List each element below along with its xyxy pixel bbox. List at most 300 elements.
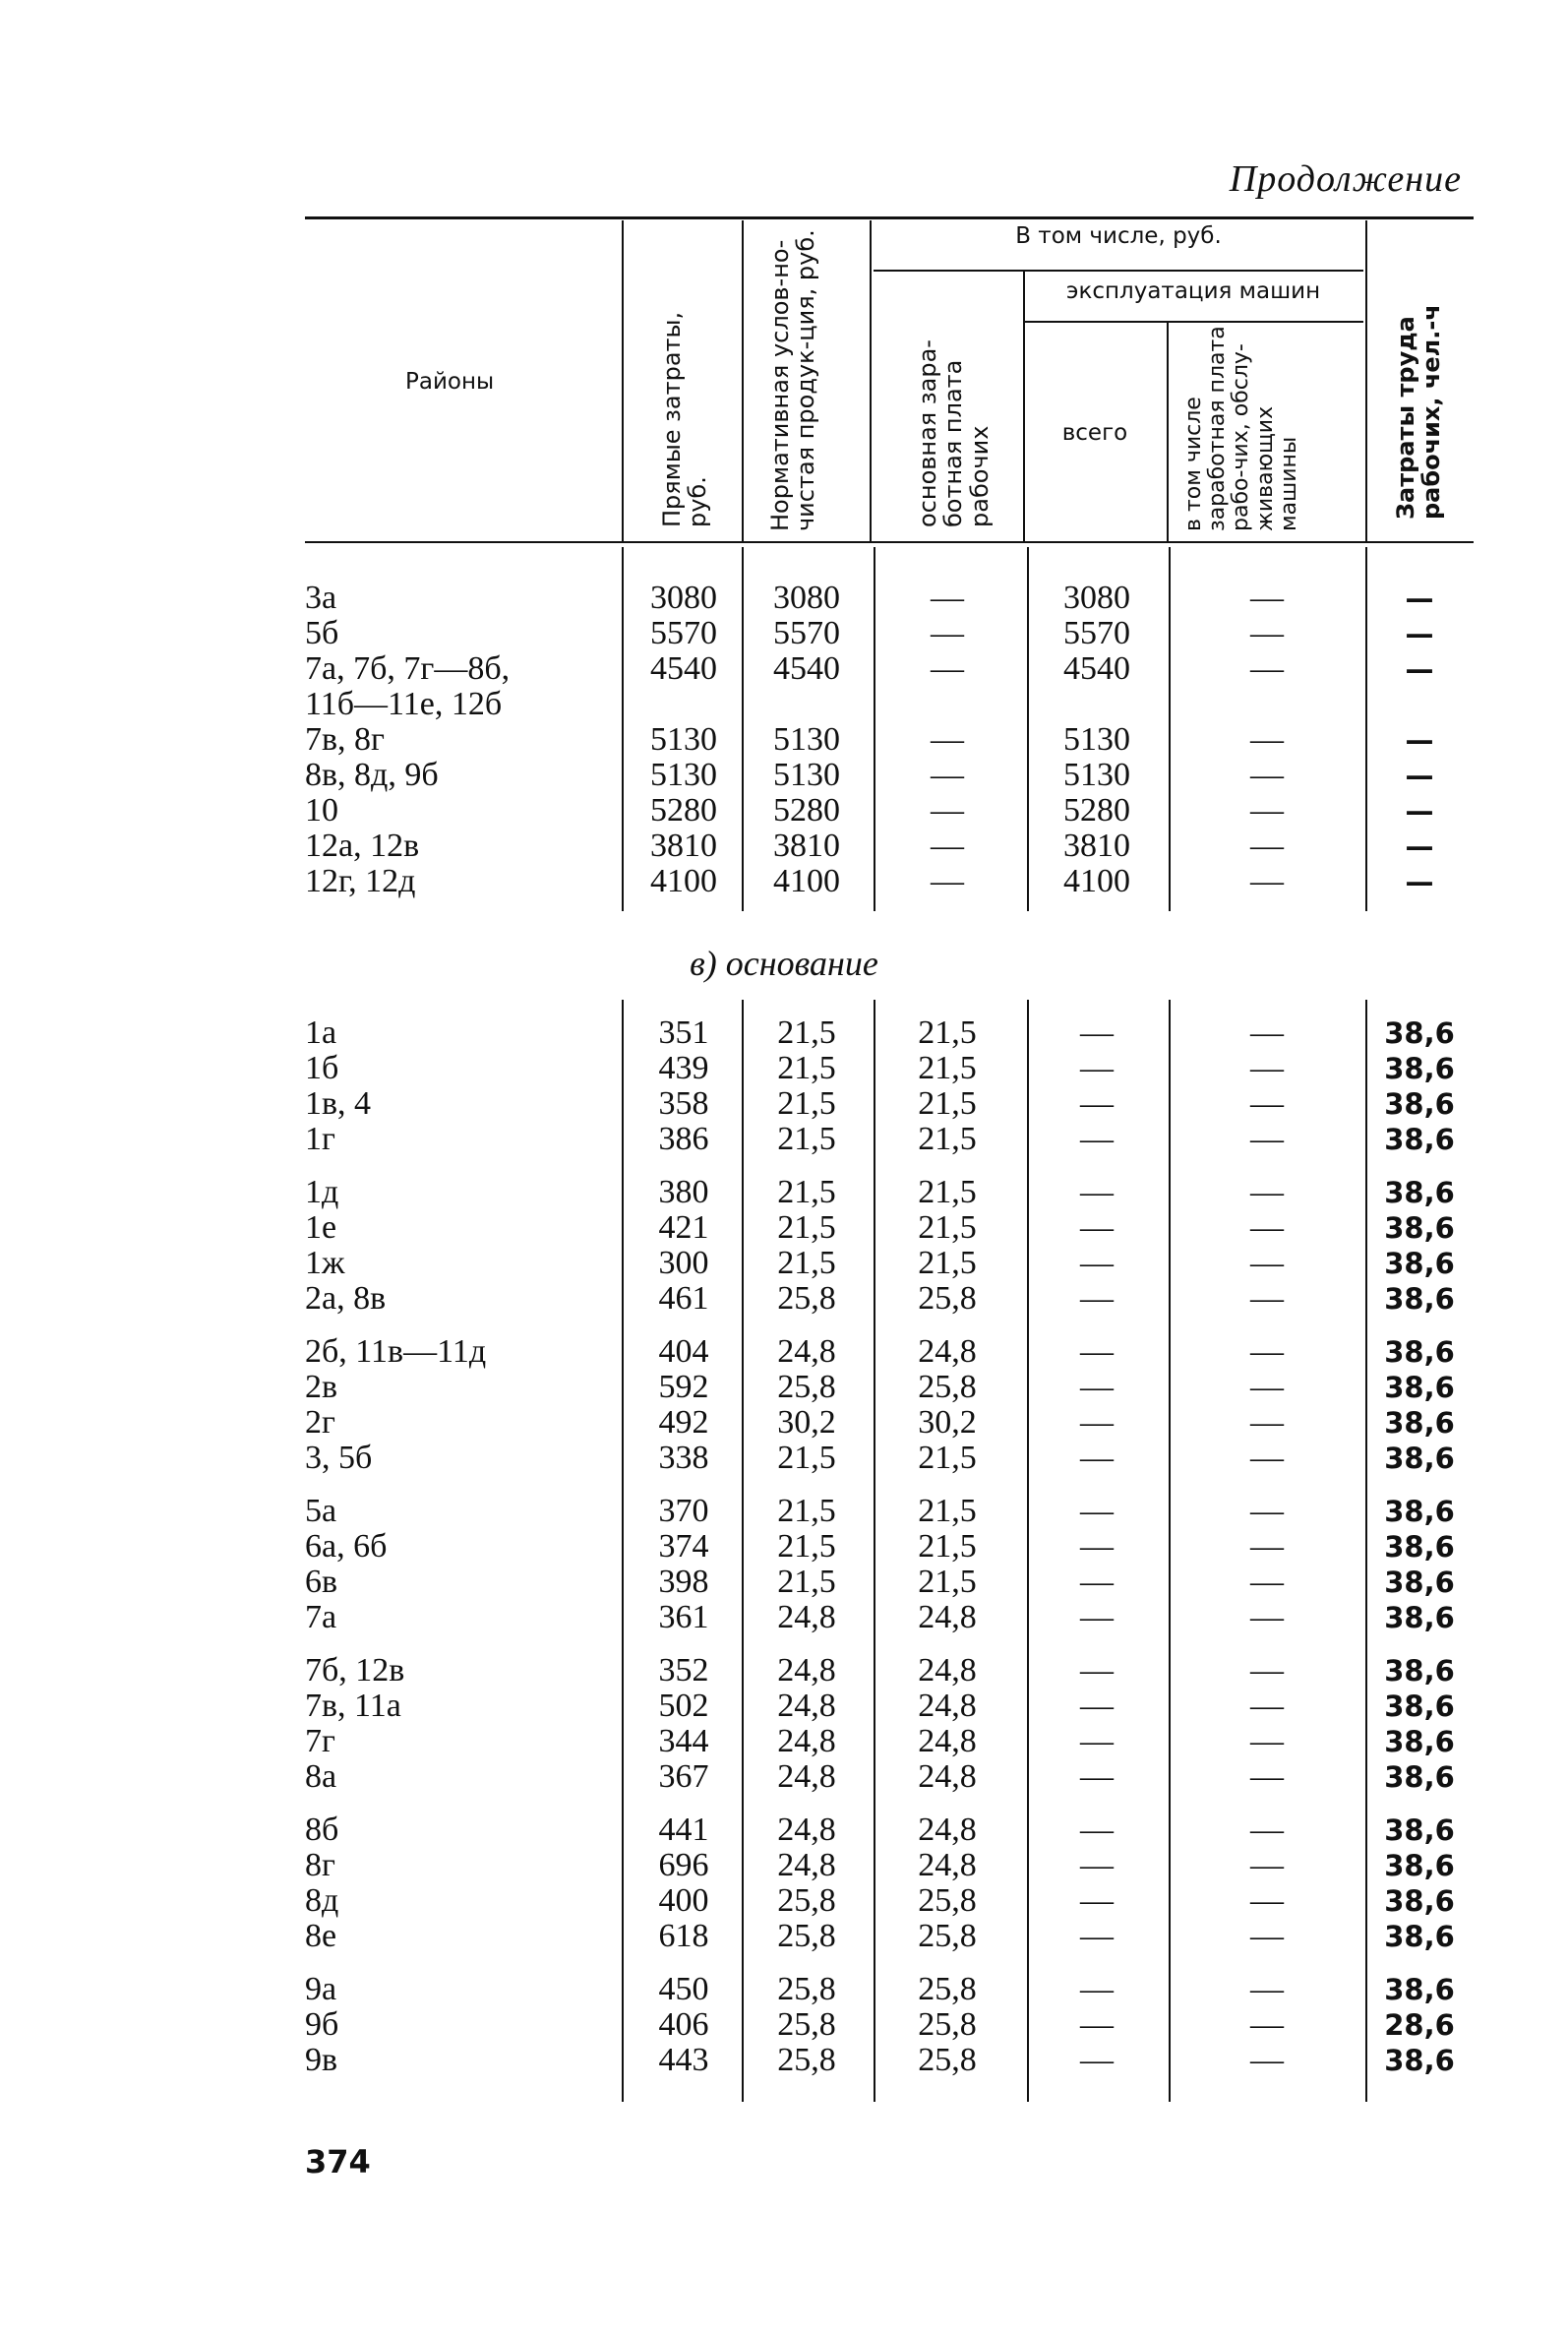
- cell-labor-costs: 38,6: [1384, 1920, 1455, 1953]
- cell-region: 6а, 6б: [305, 1528, 388, 1565]
- cell-region: 9а: [305, 1971, 337, 2007]
- table-row: [0, 1405, 1568, 1441]
- cell-region: 1г: [305, 1121, 335, 1157]
- cell-normative: 25,8: [777, 1971, 836, 2007]
- table-row: [0, 1086, 1568, 1122]
- cell-basic-wages: 24,8: [918, 1847, 977, 1883]
- cell-machine-total: 4100: [1063, 863, 1130, 899]
- cell-machine-wages: —: [1250, 650, 1284, 687]
- header-divider: [870, 220, 872, 541]
- cell-direct-costs: 5570: [650, 615, 717, 651]
- header-divider: [1023, 272, 1025, 541]
- table-row: [0, 829, 1568, 864]
- cell-region: 5а: [305, 1493, 337, 1529]
- header-regions: Районы: [405, 369, 495, 395]
- cell-labor-costs: 38,6: [1384, 1884, 1455, 1918]
- table-row: [0, 1122, 1568, 1157]
- cell-machine-total: —: [1080, 1174, 1114, 1210]
- cell-basic-wages: —: [931, 615, 964, 651]
- table-row: [0, 758, 1568, 793]
- cell-basic-wages: —: [931, 580, 964, 616]
- cell-direct-costs: 374: [658, 1528, 709, 1565]
- cell-basic-wages: 24,8: [918, 1652, 977, 1689]
- cell-basic-wages: —: [931, 792, 964, 829]
- header-bottom-rule: [305, 541, 1474, 543]
- cell-direct-costs: 358: [658, 1085, 709, 1122]
- table-row: [0, 616, 1568, 651]
- cell-machine-total: 3810: [1063, 828, 1130, 864]
- header-divider: [622, 220, 624, 541]
- cell-normative: 25,8: [777, 2006, 836, 2043]
- header-labor-costs: Затраты труда рабочих, чел.-ч: [1392, 304, 1446, 520]
- cell-labor-costs: 38,6: [1384, 1442, 1455, 1475]
- cell-normative: 30,2: [777, 1404, 836, 1441]
- cell-direct-costs: 370: [658, 1493, 709, 1529]
- table-row: [0, 1724, 1568, 1759]
- cell-basic-wages: 24,8: [918, 1758, 977, 1795]
- cell-machine-total: —: [1080, 1333, 1114, 1370]
- table-row: [0, 864, 1568, 899]
- table-row: [0, 1972, 1568, 2007]
- cell-normative: 21,5: [777, 1493, 836, 1529]
- cell-direct-costs: 5130: [650, 757, 717, 793]
- cell-basic-wages: 25,8: [918, 1882, 977, 1919]
- table-row: [0, 1919, 1568, 1954]
- cell-region: 9б: [305, 2006, 339, 2043]
- cell-labor-costs: 38,6: [1384, 1247, 1455, 1280]
- table-row: [0, 1370, 1568, 1405]
- table-row: [0, 1812, 1568, 1848]
- cell-machine-wages: —: [1250, 615, 1284, 651]
- cell-labor-costs: 38,6: [1384, 1123, 1455, 1156]
- cell-machine-wages: —: [1250, 1245, 1284, 1281]
- cell-direct-costs: 300: [658, 1245, 709, 1281]
- cell-region: 12а, 12в: [305, 828, 420, 864]
- cell-basic-wages: —: [931, 828, 964, 864]
- cell-direct-costs: 367: [658, 1758, 709, 1795]
- cell-normative: 25,8: [777, 1369, 836, 1405]
- cell-normative: 5280: [773, 792, 840, 829]
- cell-machine-total: —: [1080, 1245, 1114, 1281]
- cell-direct-costs: 352: [658, 1652, 709, 1689]
- cell-labor-costs: 38,6: [1384, 1689, 1455, 1723]
- cell-labor-costs: 38,6: [1384, 1495, 1455, 1528]
- cell-machine-wages: —: [1250, 1333, 1284, 1370]
- cell-region: 1е: [305, 1209, 337, 1246]
- cell-region: 3а: [305, 580, 337, 616]
- cell-region: 11б—11е, 12б: [305, 686, 503, 722]
- table-row: [0, 1210, 1568, 1246]
- cell-machine-total: 5570: [1063, 615, 1130, 651]
- cell-direct-costs: 344: [658, 1723, 709, 1759]
- cell-machine-wages: —: [1250, 1847, 1284, 1883]
- cell-normative: 24,8: [777, 1723, 836, 1759]
- cell-basic-wages: 24,8: [918, 1723, 977, 1759]
- cell-basic-wages: 21,5: [918, 1050, 977, 1086]
- header-divider: [1365, 220, 1367, 541]
- cell-normative: 24,8: [777, 1333, 836, 1370]
- page-number: 374: [305, 2143, 371, 2180]
- cell-basic-wages: 21,5: [918, 1085, 977, 1122]
- section-title: в) основание: [690, 944, 878, 983]
- cell-machine-total: —: [1080, 1812, 1114, 1848]
- cell-region: 1а: [305, 1014, 337, 1051]
- cell-machine-total: —: [1080, 1918, 1114, 1954]
- cell-normative: 24,8: [777, 1812, 836, 1848]
- machine-underline: [1023, 321, 1363, 323]
- cell-machine-total: —: [1080, 2042, 1114, 2078]
- cell-labor-costs: 38,6: [1384, 1406, 1455, 1440]
- cell-region: 10: [305, 792, 338, 829]
- header-machine-operation: эксплуатация машин: [1065, 278, 1321, 304]
- cell-machine-wages: —: [1250, 1404, 1284, 1441]
- cell-normative: 21,5: [777, 1085, 836, 1122]
- cell-labor-costs: —: [1405, 794, 1434, 828]
- table-row: [0, 1848, 1568, 1883]
- table-row: [0, 1653, 1568, 1689]
- cell-region: 1ж: [305, 1245, 345, 1281]
- header-including: В том числе, руб.: [1015, 223, 1222, 249]
- table-row: [0, 2007, 1568, 2043]
- cell-machine-total: —: [1080, 1085, 1114, 1122]
- cell-direct-costs: 5130: [650, 721, 717, 758]
- cell-normative: 21,5: [777, 1209, 836, 1246]
- header-direct-costs: Прямые затраты, руб.: [658, 311, 712, 527]
- cell-machine-wages: —: [1250, 1209, 1284, 1246]
- table-row: [0, 2043, 1568, 2078]
- cell-labor-costs: 38,6: [1384, 1973, 1455, 2006]
- cell-machine-wages: —: [1250, 2006, 1284, 2043]
- cell-machine-total: —: [1080, 1528, 1114, 1565]
- cell-basic-wages: 21,5: [918, 1014, 977, 1051]
- cell-region: 7в, 8г: [305, 721, 385, 758]
- cell-labor-costs: 38,6: [1384, 1282, 1455, 1316]
- cell-machine-total: —: [1080, 1758, 1114, 1795]
- cell-labor-costs: —: [1405, 759, 1434, 792]
- cell-labor-costs: 38,6: [1384, 1335, 1455, 1369]
- cell-machine-wages: —: [1250, 1014, 1284, 1051]
- cell-direct-costs: 4100: [650, 863, 717, 899]
- cell-normative: 24,8: [777, 1758, 836, 1795]
- cell-normative: 5130: [773, 721, 840, 758]
- cell-normative: 25,8: [777, 1882, 836, 1919]
- cell-machine-wages: —: [1250, 1280, 1284, 1317]
- cell-normative: 25,8: [777, 1918, 836, 1954]
- cell-normative: 21,5: [777, 1121, 836, 1157]
- cell-labor-costs: —: [1405, 865, 1434, 898]
- cell-normative: 25,8: [777, 2042, 836, 2078]
- cell-normative: 21,5: [777, 1564, 836, 1600]
- cell-labor-costs: 38,6: [1384, 1371, 1455, 1404]
- cell-direct-costs: 461: [658, 1280, 709, 1317]
- cell-normative: 21,5: [777, 1050, 836, 1086]
- cell-labor-costs: —: [1405, 582, 1434, 615]
- cell-machine-total: —: [1080, 1723, 1114, 1759]
- cell-basic-wages: 21,5: [918, 1209, 977, 1246]
- cell-region: 9в: [305, 2042, 338, 2078]
- cell-direct-costs: 502: [658, 1688, 709, 1724]
- cell-normative: 5130: [773, 757, 840, 793]
- cell-machine-wages: —: [1250, 1918, 1284, 1954]
- cell-basic-wages: 21,5: [918, 1528, 977, 1565]
- cell-labor-costs: 38,6: [1384, 1016, 1455, 1050]
- table-row: [0, 793, 1568, 829]
- cell-machine-wages: —: [1250, 1369, 1284, 1405]
- cell-region: 8б: [305, 1812, 339, 1848]
- cell-basic-wages: 25,8: [918, 1918, 977, 1954]
- cell-basic-wages: 24,8: [918, 1599, 977, 1635]
- cell-direct-costs: 361: [658, 1599, 709, 1635]
- cell-machine-wages: —: [1250, 863, 1284, 899]
- cell-machine-wages: —: [1250, 1085, 1284, 1122]
- cell-machine-wages: —: [1250, 1812, 1284, 1848]
- cell-region: 8г: [305, 1847, 335, 1883]
- cell-region: 7а, 7б, 7г—8б,: [305, 650, 511, 687]
- cell-normative: 3080: [773, 580, 840, 616]
- cell-region: 7г: [305, 1723, 335, 1759]
- cell-machine-wages: —: [1250, 1528, 1284, 1565]
- table-row: [0, 687, 1568, 722]
- cell-region: 2г: [305, 1404, 335, 1441]
- header-total: всего: [1061, 420, 1128, 446]
- cell-normative: 24,8: [777, 1599, 836, 1635]
- table-row: [0, 722, 1568, 758]
- table-row: [0, 1759, 1568, 1795]
- cell-region: 6в: [305, 1564, 338, 1600]
- cell-direct-costs: 421: [658, 1209, 709, 1246]
- table-row: [0, 1883, 1568, 1919]
- cell-machine-wages: —: [1250, 1599, 1284, 1635]
- cell-machine-wages: —: [1250, 1971, 1284, 2007]
- cell-machine-total: —: [1080, 1847, 1114, 1883]
- cell-labor-costs: 38,6: [1384, 1813, 1455, 1847]
- cell-machine-total: —: [1080, 1404, 1114, 1441]
- cell-machine-wages: —: [1250, 1174, 1284, 1210]
- table-top-rule: [305, 216, 1474, 219]
- cell-machine-total: —: [1080, 1971, 1114, 2007]
- cell-machine-total: —: [1080, 1280, 1114, 1317]
- cell-basic-wages: —: [931, 863, 964, 899]
- cell-normative: 21,5: [777, 1440, 836, 1476]
- cell-basic-wages: 25,8: [918, 2006, 977, 2043]
- cell-labor-costs: —: [1405, 723, 1434, 757]
- cell-direct-costs: 443: [658, 2042, 709, 2078]
- cell-machine-wages: —: [1250, 1723, 1284, 1759]
- table-row: [0, 1529, 1568, 1565]
- cell-basic-wages: 21,5: [918, 1245, 977, 1281]
- cell-machine-total: —: [1080, 1014, 1114, 1051]
- cell-normative: 21,5: [777, 1014, 836, 1051]
- cell-labor-costs: —: [1405, 617, 1434, 650]
- cell-basic-wages: —: [931, 721, 964, 758]
- cell-machine-wages: —: [1250, 1652, 1284, 1689]
- cell-direct-costs: 696: [658, 1847, 709, 1883]
- cell-machine-wages: —: [1250, 1882, 1284, 1919]
- cell-machine-total: —: [1080, 1652, 1114, 1689]
- cell-direct-costs: 400: [658, 1882, 709, 1919]
- cell-labor-costs: —: [1405, 829, 1434, 863]
- cell-region: 7в, 11а: [305, 1688, 401, 1724]
- header-divider: [742, 220, 744, 541]
- cell-normative: 21,5: [777, 1174, 836, 1210]
- cell-basic-wages: 21,5: [918, 1121, 977, 1157]
- cell-labor-costs: 38,6: [1384, 1654, 1455, 1688]
- cell-basic-wages: 30,2: [918, 1404, 977, 1441]
- cell-labor-costs: 28,6: [1384, 2008, 1455, 2042]
- cell-machine-total: —: [1080, 1882, 1114, 1919]
- cell-normative: 21,5: [777, 1528, 836, 1565]
- table-row: [0, 1334, 1568, 1370]
- cell-machine-wages: —: [1250, 1564, 1284, 1600]
- table-row: [0, 1441, 1568, 1476]
- cell-labor-costs: 38,6: [1384, 1052, 1455, 1085]
- cell-basic-wages: 25,8: [918, 2042, 977, 2078]
- cell-region: 8а: [305, 1758, 337, 1795]
- cell-direct-costs: 441: [658, 1812, 709, 1848]
- including-underline: [874, 270, 1363, 272]
- cell-direct-costs: 592: [658, 1369, 709, 1405]
- cell-machine-wages: —: [1250, 1493, 1284, 1529]
- cell-basic-wages: 24,8: [918, 1688, 977, 1724]
- cell-machine-total: —: [1080, 1564, 1114, 1600]
- cell-normative: 24,8: [777, 1688, 836, 1724]
- cell-machine-total: 5130: [1063, 757, 1130, 793]
- cell-machine-total: 3080: [1063, 580, 1130, 616]
- cell-machine-total: —: [1080, 1688, 1114, 1724]
- cell-normative: 3810: [773, 828, 840, 864]
- cell-machine-wages: —: [1250, 1121, 1284, 1157]
- cell-labor-costs: 38,6: [1384, 2044, 1455, 2077]
- table-row: [0, 581, 1568, 616]
- cell-direct-costs: 3080: [650, 580, 717, 616]
- cell-basic-wages: 24,8: [918, 1333, 977, 1370]
- cell-region: 7а: [305, 1599, 337, 1635]
- continuation-label: Продолжение: [1229, 158, 1462, 200]
- cell-direct-costs: 4540: [650, 650, 717, 687]
- cell-machine-total: —: [1080, 1599, 1114, 1635]
- cell-direct-costs: 380: [658, 1174, 709, 1210]
- cell-machine-total: 5280: [1063, 792, 1130, 829]
- cell-machine-total: —: [1080, 1440, 1114, 1476]
- cell-machine-total: —: [1080, 1209, 1114, 1246]
- table-row: [0, 1689, 1568, 1724]
- table-row: [0, 1246, 1568, 1281]
- header-divider: [1167, 323, 1169, 541]
- cell-region: 8д: [305, 1882, 339, 1919]
- cell-region: 8е: [305, 1918, 337, 1954]
- cell-labor-costs: 38,6: [1384, 1176, 1455, 1209]
- cell-machine-wages: —: [1250, 721, 1284, 758]
- cell-labor-costs: 38,6: [1384, 1087, 1455, 1121]
- cell-region: 8в, 8д, 9б: [305, 757, 439, 793]
- cell-machine-total: —: [1080, 1493, 1114, 1529]
- cell-direct-costs: 338: [658, 1440, 709, 1476]
- cell-direct-costs: 398: [658, 1564, 709, 1600]
- header-incl-wages-operators: в том числе заработная плата рабо-чих, обслу-живающих машины: [1181, 326, 1301, 531]
- cell-normative: 24,8: [777, 1652, 836, 1689]
- cell-machine-wages: —: [1250, 2042, 1284, 2078]
- cell-machine-wages: —: [1250, 1688, 1284, 1724]
- cell-machine-wages: —: [1250, 792, 1284, 829]
- cell-labor-costs: 38,6: [1384, 1849, 1455, 1882]
- cell-machine-wages: —: [1250, 757, 1284, 793]
- header-basic-wages: основная зара-ботная плата рабочих: [914, 339, 994, 527]
- cell-machine-total: —: [1080, 1121, 1114, 1157]
- cell-machine-total: —: [1080, 1369, 1114, 1405]
- cell-machine-total: —: [1080, 2006, 1114, 2043]
- cell-labor-costs: 38,6: [1384, 1725, 1455, 1758]
- cell-direct-costs: 406: [658, 2006, 709, 2043]
- cell-direct-costs: 450: [658, 1971, 709, 2007]
- cell-basic-wages: 25,8: [918, 1280, 977, 1317]
- table-row: [0, 1051, 1568, 1086]
- cell-region: 5б: [305, 615, 339, 651]
- cell-labor-costs: 38,6: [1384, 1211, 1455, 1245]
- cell-basic-wages: 21,5: [918, 1440, 977, 1476]
- cell-region: 2б, 11в—11д: [305, 1333, 487, 1370]
- cell-direct-costs: 492: [658, 1404, 709, 1441]
- table-row: [0, 1565, 1568, 1600]
- table-row: [0, 1015, 1568, 1051]
- cell-labor-costs: 38,6: [1384, 1530, 1455, 1564]
- cell-region: 1б: [305, 1050, 339, 1086]
- cell-machine-wages: —: [1250, 1440, 1284, 1476]
- cell-basic-wages: 25,8: [918, 1369, 977, 1405]
- cell-normative: 4100: [773, 863, 840, 899]
- table-row: [0, 1281, 1568, 1317]
- cell-basic-wages: —: [931, 650, 964, 687]
- cell-region: 1д: [305, 1174, 339, 1210]
- cell-normative: 21,5: [777, 1245, 836, 1281]
- cell-region: 2а, 8в: [305, 1280, 387, 1317]
- cell-region: 7б, 12в: [305, 1652, 405, 1689]
- header-normative-net-product: Нормативная услов-но-чистая продук-ция, руб.: [766, 229, 820, 531]
- cell-normative: 4540: [773, 650, 840, 687]
- cell-machine-wages: —: [1250, 580, 1284, 616]
- cell-direct-costs: 5280: [650, 792, 717, 829]
- cell-labor-costs: 38,6: [1384, 1760, 1455, 1794]
- cell-direct-costs: 618: [658, 1918, 709, 1954]
- cell-normative: 5570: [773, 615, 840, 651]
- table-row: [0, 1175, 1568, 1210]
- cell-region: 3, 5б: [305, 1440, 373, 1476]
- table-row: [0, 651, 1568, 687]
- cell-direct-costs: 3810: [650, 828, 717, 864]
- cell-basic-wages: 24,8: [918, 1812, 977, 1848]
- cell-direct-costs: 439: [658, 1050, 709, 1086]
- cell-region: 2в: [305, 1369, 338, 1405]
- cell-region: 1в, 4: [305, 1085, 372, 1122]
- table-row: [0, 1600, 1568, 1635]
- cell-direct-costs: 386: [658, 1121, 709, 1157]
- cell-region: 12г, 12д: [305, 863, 416, 899]
- cell-machine-total: 4540: [1063, 650, 1130, 687]
- cell-normative: 25,8: [777, 1280, 836, 1317]
- cell-basic-wages: 21,5: [918, 1174, 977, 1210]
- cell-machine-total: —: [1080, 1050, 1114, 1086]
- cell-basic-wages: 25,8: [918, 1971, 977, 2007]
- cell-machine-wages: —: [1250, 1758, 1284, 1795]
- cell-basic-wages: 21,5: [918, 1564, 977, 1600]
- cell-basic-wages: 21,5: [918, 1493, 977, 1529]
- cell-normative: 24,8: [777, 1847, 836, 1883]
- cell-direct-costs: 351: [658, 1014, 709, 1051]
- cell-labor-costs: 38,6: [1384, 1566, 1455, 1599]
- cell-machine-wages: —: [1250, 828, 1284, 864]
- cell-basic-wages: —: [931, 757, 964, 793]
- cell-labor-costs: 38,6: [1384, 1601, 1455, 1634]
- table-row: [0, 1494, 1568, 1529]
